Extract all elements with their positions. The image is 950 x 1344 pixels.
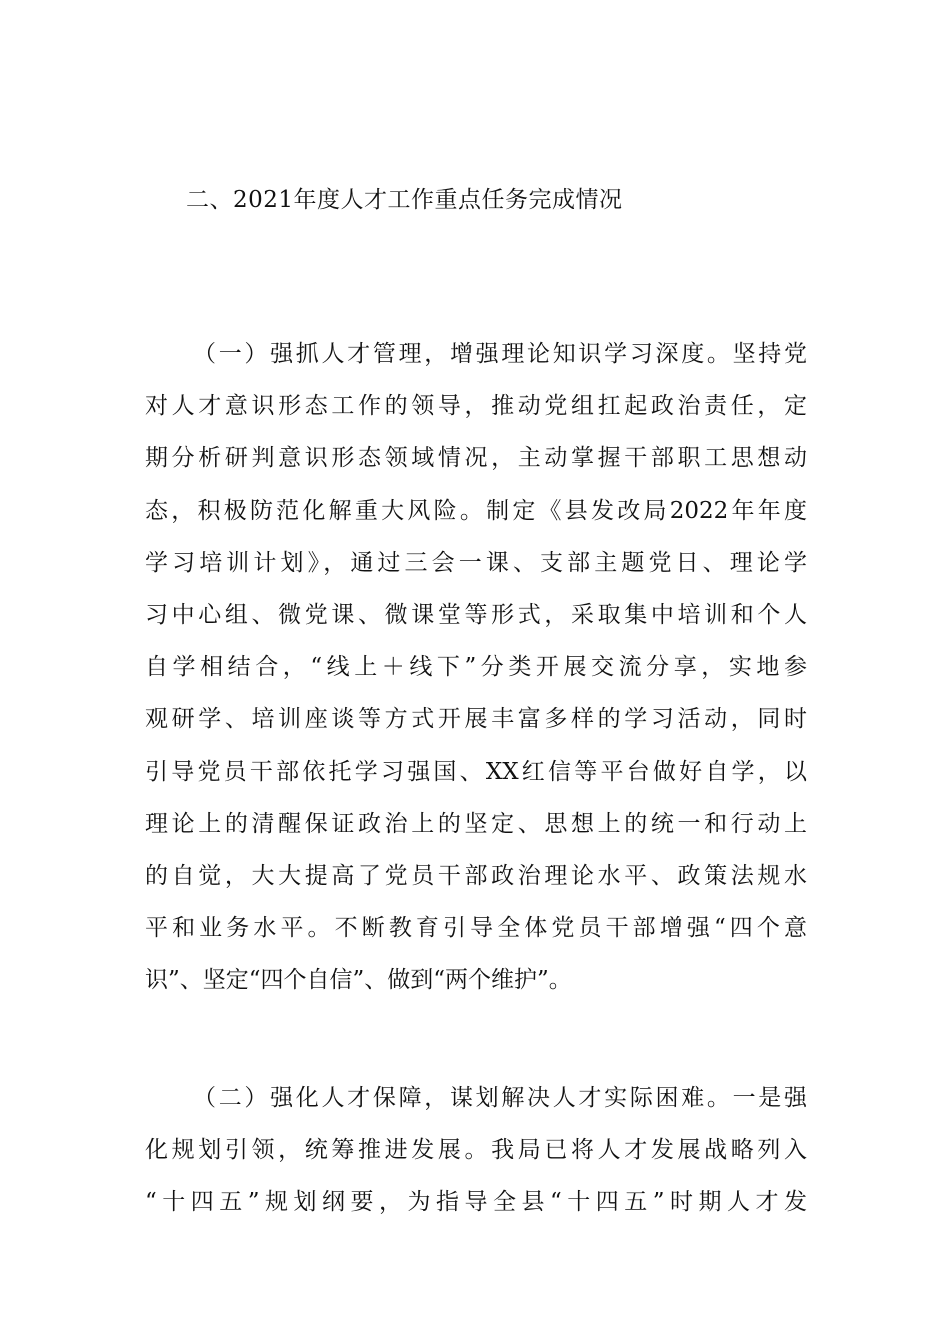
paragraph-line: （一）强抓人才管理，增强理论知识学习深度。坚持党 [193,341,807,367]
paragraph-line: 引导党员干部依托学习强国、XX红信等平台做好自学，以 [145,758,807,785]
paragraph-line: （二）强化人才保障，谋划解决人才实际困难。一是强 [193,1085,807,1111]
paragraph-line: 期分析研判意识形态领域情况，主动掌握干部职工思想动 [145,445,807,472]
paragraph-talent-management [145,328,807,1006]
paragraph-line: 识”、坚定“四个自信”、做到“两个维护”。 [145,967,572,994]
paragraph-line: 的自觉，大大提高了党员干部政治理论水平、政策法规水 [145,862,807,889]
paragraph-line: 习中心组、微党课、微课堂等形式，采取集中培训和个人 [145,601,807,628]
paragraph-talent-support [145,1072,807,1229]
paragraph-line: 观研学、培训座谈等方式开展丰富多样的学习活动，同时 [145,706,807,733]
paragraph-line: 对人才意识形态工作的领导，推动党组扛起政治责任，定 [145,393,807,420]
paragraph-line: 学习培训计划》，通过三会一课、支部主题党日、理论学 [145,549,807,576]
paragraph-line: 理论上的清醒保证政治上的坚定、思想上的统一和行动上 [145,810,807,837]
paragraph-line: 自学相结合，“线上＋线下”分类开展交流分享，实地参 [145,654,807,681]
paragraph-line: 平和业务水平。不断教育引导全体党员干部增强“四个意 [145,915,807,942]
section-heading: 二、2021年度人才工作重点任务完成情况 [186,187,623,213]
paragraph-line: 态，积极防范化解重大风险。制定《县发改局2022年年度 [145,497,807,524]
paragraph-line: “十四五”规划纲要，为指导全县“十四五”时期人才发 [145,1189,807,1216]
paragraph-line: 化规划引领，统筹推进发展。我局已将人才发展战略列入 [145,1137,807,1164]
